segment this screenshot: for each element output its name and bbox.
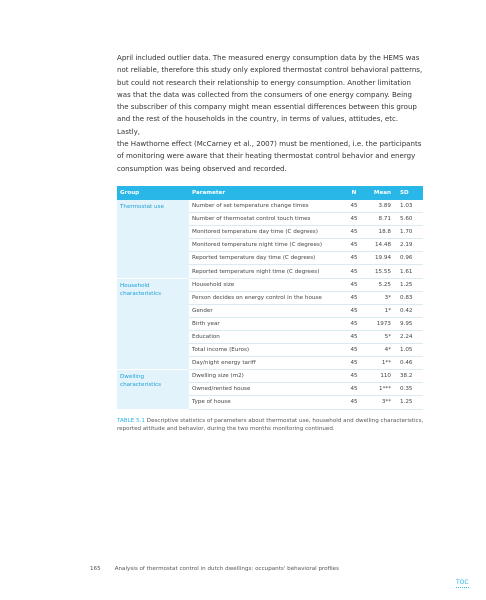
sd-cell: 1.61 [397,265,423,278]
group-label: Thermostat use [117,200,189,278]
sd-cell: 1.25 [397,396,423,409]
page-number: 165 [90,566,101,572]
n-cell: 45 [341,265,367,278]
n-cell: 45 [341,344,367,357]
parameter-cell: Monitored temperature day time (C degrees) [189,226,341,239]
n-cell: 45 [341,226,367,239]
parameter-cell: Education [189,330,341,343]
sd-cell: 2.19 [397,239,423,252]
mean-cell: 1973 [367,317,397,330]
parameter-cell: Number of set temperature change times [189,200,341,213]
n-cell: 45 [341,304,367,317]
mean-cell: 19.94 [367,252,397,265]
toc-link[interactable]: TOC [456,579,469,586]
body-line: the subscriber of this company might mean essential differences between this group [117,102,417,112]
page-footer [90,566,339,572]
parameter-cell: Monitored temperature night time (C degrees) [189,239,341,252]
body-line: was that the data was collected from the consumers of one energy company. Being [117,89,413,99]
sd-cell: 1.70 [397,226,423,239]
parameter-cell: Reported temperature day time (C degrees) [189,252,341,265]
parameter-cell: Total income (Euros) [189,344,341,357]
n-cell: 45 [341,239,367,252]
body-line: consumption was being observed and recorded. [117,163,287,173]
table-header-row [117,186,423,200]
sd-cell: 1.25 [397,278,423,291]
parameter-cell: Day/night energy tariff [189,357,341,370]
body-line: not reliable, therefore this study only explored thermostat control behavioral patterns, [117,65,423,75]
sd-cell: 38.2 [397,370,423,383]
table-caption [117,418,427,433]
header-group: Group [117,186,189,200]
parameter-cell: Reported temperature night time (C degrees) [189,265,341,278]
sd-cell: 0.46 [397,357,423,370]
n-cell: 45 [341,330,367,343]
parameter-cell: Birth year [189,317,341,330]
mean-cell: 110 [367,370,397,383]
n-cell: 45 [341,357,367,370]
running-title: Analysis of thermostat control in dutch dwellings: occupants' behavioral profiles [114,566,340,572]
sd-cell: 1.05 [397,344,423,357]
n-cell: 45 [341,396,367,409]
parameter-cell: Number of thermostat control touch times [189,213,341,226]
sd-cell: 2.24 [397,330,423,343]
n-cell: 45 [341,383,367,396]
header-mean: Mean [367,186,397,200]
sd-cell: 5.60 [397,213,423,226]
mean-cell: 14.48 [367,239,397,252]
sd-cell: 0.96 [397,252,423,265]
mean-cell: 3** [367,396,397,409]
n-cell: 45 [341,370,367,383]
sd-cell: 0.35 [397,383,423,396]
mean-cell: 1* [367,304,397,317]
n-cell: 45 [341,200,367,213]
body-line: and the rest of the households in the country, in terms of values, attitudes, etc. Lastly, [117,114,399,136]
n-cell: 45 [341,213,367,226]
caption-label: TABLE 5.1 [117,418,145,424]
n-cell: 45 [341,291,367,304]
mean-cell: 4* [367,344,397,357]
body-line: April included outlier data. The measured energy consumption data by the HEMS was [117,53,420,62]
parameter-cell: Type of house [189,396,341,409]
n-cell: 45 [341,278,367,291]
sd-cell: 9.95 [397,317,423,330]
parameter-cell: Owned/rented house [189,383,341,396]
sd-cell: 1.03 [397,200,423,213]
mean-cell: 18.8 [367,226,397,239]
sd-cell: 0.42 [397,304,423,317]
group-label: Dwelling characteristics [117,370,189,409]
body-paragraph [117,52,423,175]
caption-text: Descriptive statistics of parameters about thermostat use, household and dwelling characteristics, reported attitude and behavior, during the two months monitoring continued. [117,418,424,432]
parameter-cell: Person decides on energy control in the house [189,291,341,304]
header-parameter: Parameter [189,186,341,200]
body-line: the Hawthorne effect (McCarney et al., 2007) must be mentioned, i.e. the participants [117,139,422,149]
body-line: but could not research their relationship to energy consumption. Another limitation [117,77,411,87]
mean-cell: 3.89 [367,200,397,213]
sd-cell: 0.83 [397,291,423,304]
table-row [117,370,423,383]
parameter-cell: Gender [189,304,341,317]
n-cell: 45 [341,317,367,330]
table-row [117,200,423,213]
toc-underline [456,587,469,589]
descriptive-statistics-table [117,186,423,410]
body-line: of monitoring were aware that their heating thermostat control behavior and energy [117,151,416,161]
header-n: N [341,186,367,200]
mean-cell: 3* [367,291,397,304]
parameter-cell: Dwelling size (m2) [189,370,341,383]
header-sd: SD [397,186,423,200]
group-label: Household characteristics [117,278,189,370]
n-cell: 45 [341,252,367,265]
table-row [117,278,423,291]
mean-cell: 5* [367,330,397,343]
mean-cell: 1** [367,357,397,370]
parameter-cell: Household size [189,278,341,291]
mean-cell: 5.25 [367,278,397,291]
mean-cell: 15.55 [367,265,397,278]
mean-cell: 1*** [367,383,397,396]
mean-cell: 8.71 [367,213,397,226]
